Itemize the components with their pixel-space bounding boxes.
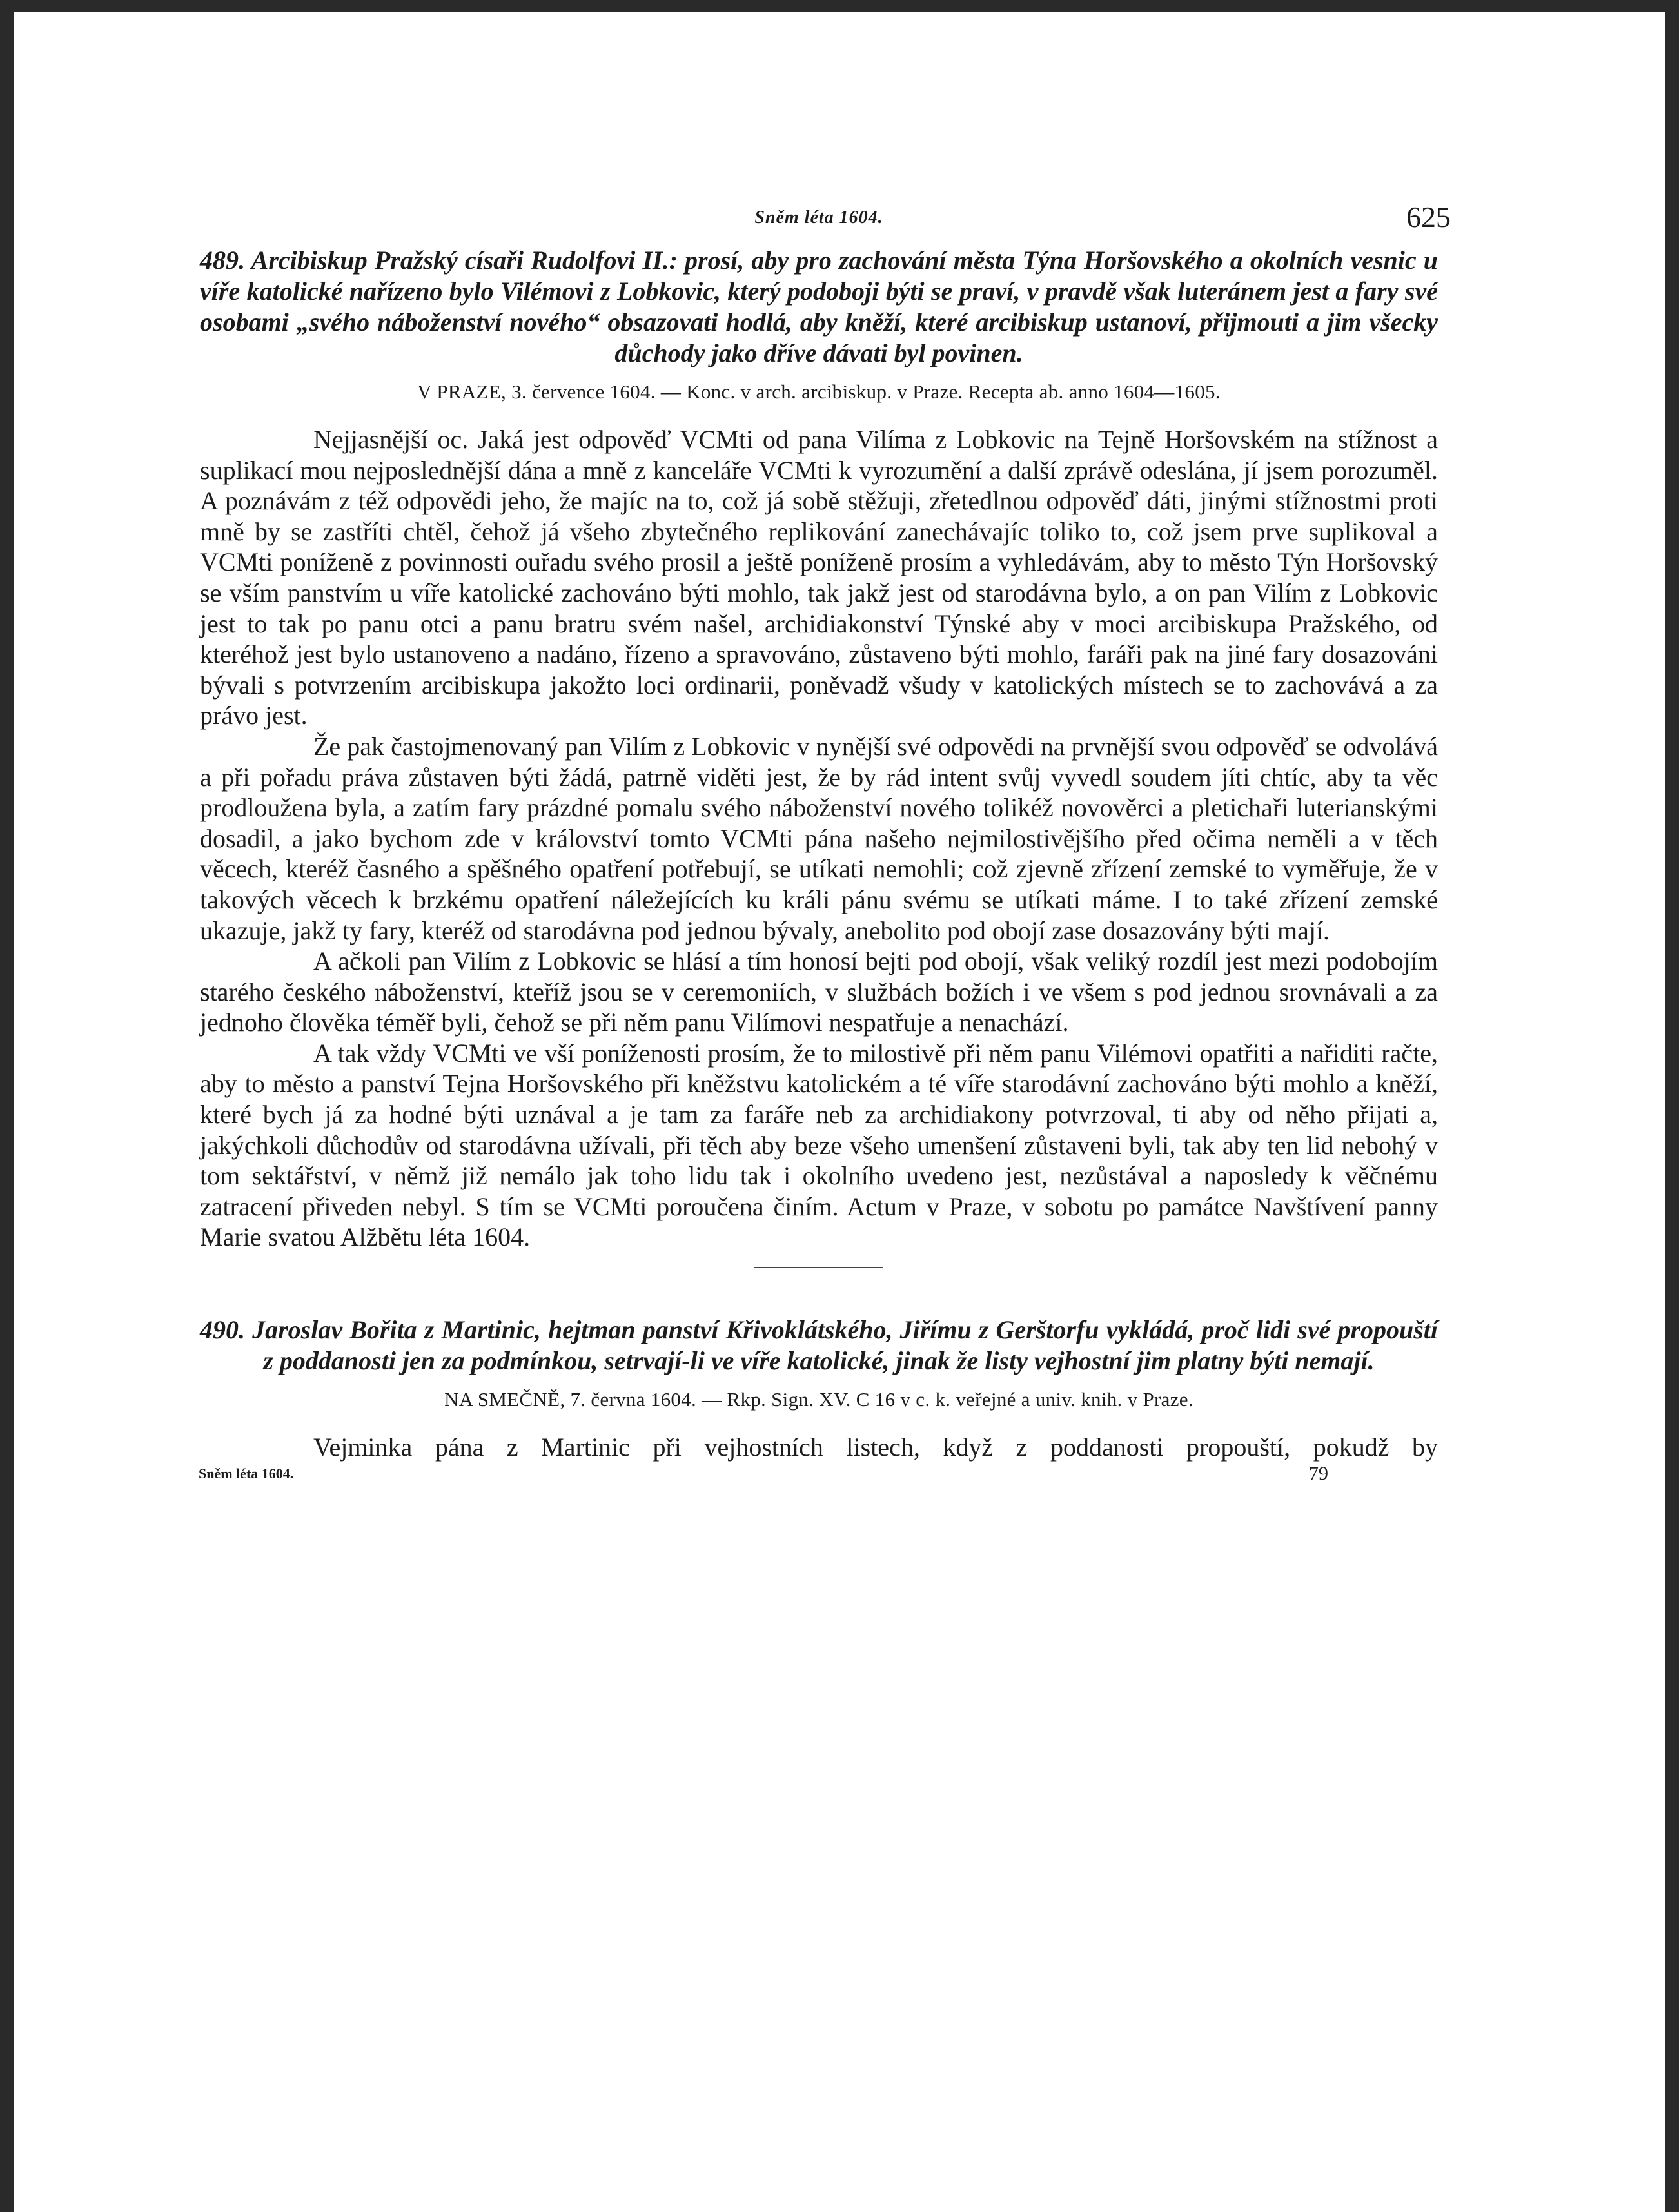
scan-right-edge: [1665, 0, 1679, 2212]
doc490-summary: [200, 1315, 1438, 1376]
doc489-source: V PRAZE, 3. července 1604. — Konc. v arch. arcibiskup. v Praze. Recepta ab. anno 1604—1605.: [417, 380, 1221, 403]
doc489-summary-text: Arcibiskup Pražský císaři Rudolfovi II.: prosí, aby pro zachování města Týna Horšovského a okolních vesnic u víře katolické nařízeno bylo Vilémovi z Lobkovic, který podoboji býti se praví, v pravdě však luteránem jest a fary své osobami „svého náboženství nového“ obsazovati hodlá, aby kněží, které arcibiskup ustanoví, přijmouti a jim všecky důchody jako dříve dávati byl povinen.: [200, 246, 1438, 367]
doc489-summary: [200, 245, 1438, 369]
scan-left-edge: [0, 0, 14, 2212]
doc489-number: 489.: [200, 246, 245, 275]
doc489-paragraph-1: Nejjasnější oc. Jaká jest odpověď VCMti od pana Vilíma z Lobkovic na Tejně Horšovském na stížnost a suplikací mou nejposlednější dána a mně z kanceláře VCMti k vyrozumění a další zprávě odeslána, jí jsem porozuměl. A poznávám z též odpovědi jeho, že majíc na to, což já sobě stěžuji, zřetedlnou odpověď dáti, jinými stížnostmi proti mně by se zastříti chtěl, čehož já všeho zbytečného replikování zanechávajíc toliko to, což jsem prve suplikoval a VCMti poníženě z povinnosti ouřadu svého prosil a ještě poníženě prosím a vyhledávám, aby to město Týn Horšovský se vším panstvím u víře katolické zachováno býti mohlo, tak jakž jest od starodávna bylo, a on pan Vilím z Lobkovic jest to tak po panu otci a panu bratru svém našel, archidiakonství Týnské aby v moci arcibiskupa Pražského, od kteréhož jest bylo ustanoveno a nadáno, řízeno a spravováno, zůstaveno býti mohlo, faráři pak na jiné fary dosazováni bývali s potvrzením arcibiskupa jakožto loci ordinarii, poněvadž všudy v katolických místech se to zachovává a za právo jest.: [200, 425, 1438, 730]
doc489-paragraph-2: Že pak častojmenovaný pan Vilím z Lobkovic v nynější své odpovědi na prvnější svou odpověď se odvolává a při pořadu práva zůstaven býti žádá, patrně viděti jest, že by rád intent svůj vyvedl soudem jíti chtíc, aby ta věc prodloužena byla, a zatím fary prázdné pomalu svého náboženství nového tolikéž novověrci a pletichaři luterianskými dosadil, a jako bychom zde v království tomto VCMti pána našeho nejmilostivějšího před očima neměli a v těch věcech, kteréž časného a spěšného opatření potřebují, se utíkati nemohli; což zjevně zřízení zemské to vyměřuje, že v takových věcech k brzkému opatření náležejících ku králi pánu svému se utíkati máme. I to také zřízení zemské ukazuje, jakž ty fary, kteréž od starodávna pod jednou bývaly, anebolito pod obojí zase dosazovány býti mají.: [200, 731, 1438, 945]
footer-signature: Sněm léta 1604.: [199, 1465, 294, 1482]
document-490: [200, 1315, 1438, 1463]
doc490-number: 490.: [200, 1315, 245, 1345]
doc489-paragraph-4: A tak vždy VCMti ve vší poníženosti prosím, že to milostivě při něm panu Vilémovi opatřiti a nařiditi račte, aby to město a panství Tejna Horšovského při kněžstvu katolickém a té víře starodávní zachováno býti mohlo a kněží, které bych já za hodné býti uznával a je tam za faráře neb za archidiakony potvrzoval, ti aby od něho přijati a, jakýchkoli důchodův od starodávna užívali, při těch aby beze všeho umenšení zůstaveni byli, tak aby ten lid nebohý v tom sektářství, v němž již nemálo jak toho lidu tak i okolního uvedeno jest, nezůstával a naposledy k věčnému zatracení přiveden nebyl. S tím se VCMti poroučena činím. Actum v Praze, v sobotu po památce Navštívení panny Marie svatou Alžbětu léta 1604.: [200, 1038, 1438, 1252]
running-head: [200, 193, 1451, 245]
doc489-paragraph-3: A ačkoli pan Vilím z Lobkovic se hlásí a tím honosí bejti pod obojí, však veliký rozdíl jest mezi podobojím starého českého náboženství, kteříž jsou se v ceremoniích, v službách božích i ve všem s pod jednou srovnávali a za jednoho člověka téměř byli, čehož se při něm panu Vilímovi nespatřuje a nenachází.: [200, 946, 1438, 1037]
doc490-summary-text: Jaroslav Bořita z Martinic, hejtman panství Křivoklátského, Jiřímu z Gerštorfu vykládá, proč lidi své propouští z poddanosti jen za podmínkou, setrvají-li ve víře katolické, jinak že listy vejhostní jim platny býti nemají.: [252, 1315, 1438, 1376]
doc490-paragraph-1: Vejminka pána z Martinic při vejhostních listech, když z poddanosti propouští, pokudž by: [313, 1433, 1438, 1462]
running-title: Sněm léta 1604.: [754, 208, 883, 228]
scan-top-edge: [0, 0, 1679, 12]
page-content: [199, 193, 1451, 1491]
footer-sheet-number: 79: [1309, 1462, 1328, 1484]
document-489: [200, 245, 1438, 1253]
doc490-source: NA SMEČNĚ, 7. června 1604. — Rkp. Sign. XV. C 16 v c. k. veřejné a univ. knih. v Praze.: [444, 1388, 1193, 1411]
section-separator: [754, 1267, 883, 1268]
page-number: 625: [1406, 201, 1451, 233]
page-footer: [199, 1462, 1438, 1491]
